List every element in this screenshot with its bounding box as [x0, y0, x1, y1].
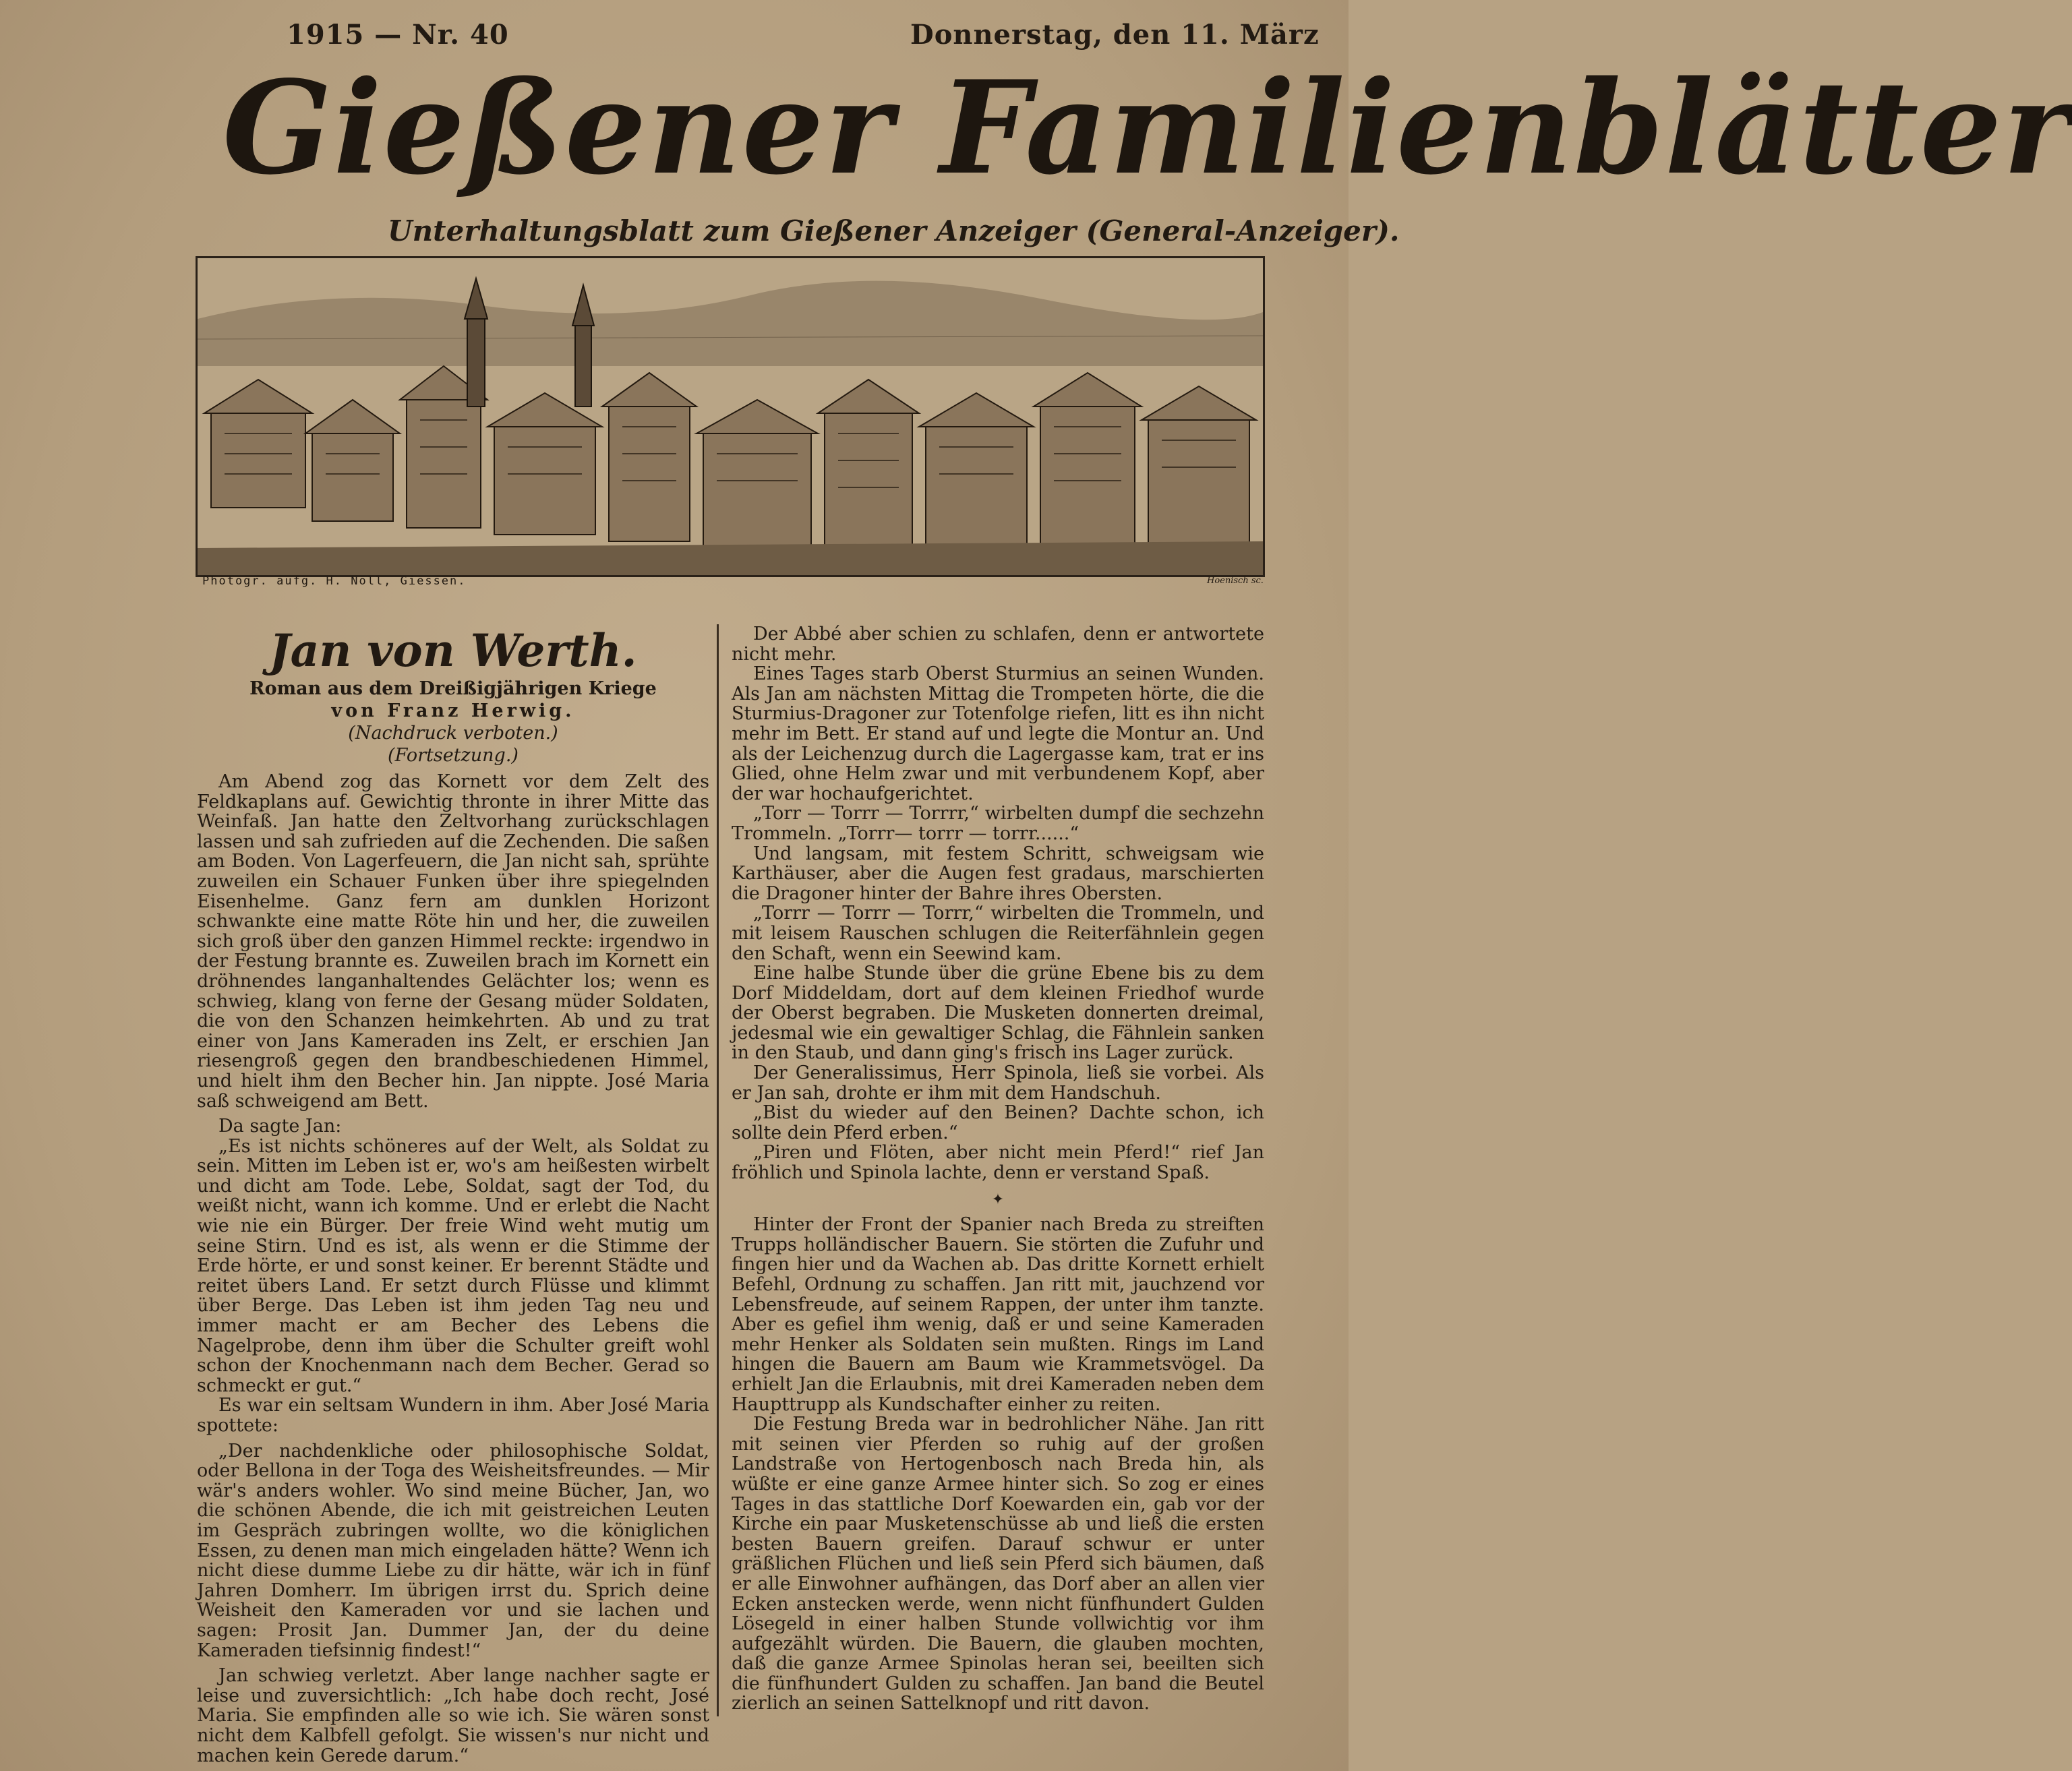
paragraph: Jan schwieg verletzt. Aber lange nachher sagte er leise und zuversichtlich: „Ich habe doch recht, José Maria. Sie empfinden alle so wie ich. Sie wären sonst nicht dem Kalbfell gefolgt. Sie wissen's nur nicht und machen kein Gerede darum.“: [197, 1665, 709, 1766]
paragraph: Hinter der Front der Spanier nach Breda zu streiften Trupps holländischer Bauern. Sie störten die Zufuhr und fingen hier und da Wachen ab. Das dritte Kornett erhielt Befehl, Ordnung zu schaffen. Jan ritt mit, jauchzend vor Lebensfreude, auf seinem Rappen, der unter ihm tanzte. Aber es gefiel ihm wenig, daß er und seine Kameraden mehr Henker als Soldaten sein mußten. Rings im Land hingen die Bauern am Baum wie Krammetsvögel. Da erhielt Jan die Erlaubnis, mit drei Kameraden neben dem Haupttrupp als Kundschafter einher zu reiten.: [732, 1214, 1264, 1415]
paragraph: Der Abbé aber schien zu schlafen, denn er antwortete nicht mehr.: [732, 624, 1264, 665]
paragraph: Die Festung Breda war in bedrohlicher Nähe. Jan ritt mit seinen vier Pferden so ruhig auf der großen Landstraße von Hertogenbosch nach Breda hin, als wüßte er eine ganze Armee hinter sich. So zog er eines Tages in das stattliche Dorf Koewarden ein, gab vor der Kirche ein paar Musketenschüsse ab und ließ die ersten besten Bauern greifen. Darauf schwur er unter gräßlichen Flüchen und ließ sein Pferd sich bäumen, daß er alle Einwohner aufhängen, das Dorf aber an allen vier Ecken anstecken werde, wenn nicht fünfhundert Gulden Lösegeld in einer halben Stunde vollwichtig vor ihm aufgezählt würden. Die Bauern, die glauben mochten, daß die ganze Armee Spinolas heran sei, beeilten sich die fünfhundert Gulden zu schaffen. Jan band die Beutel zierlich an seinen Sattelknopf und ritt davon.: [732, 1414, 1264, 1714]
story-subtitle: Roman aus dem Dreißigjährigen Kriege: [249, 678, 657, 699]
issue-date: Donnerstag, den 11. März: [910, 19, 1320, 51]
paragraph: Der Generalissimus, Herr Spinola, ließ sie vorbei. Als er Jan sah, drohte er ihm mit dem Handschuh.: [732, 1062, 1264, 1104]
paragraph: „Torrr — Torrr — Torrr,“ wirbelten die Trommeln, und mit leisem Rauschen schlugen die Reiterfähnlein gegen den Schaft, wenn ein Seewind kam.: [732, 903, 1264, 964]
paragraph: Eines Tages starb Oberst Sturmius an seinen Wunden. Als Jan am nächsten Mittag die Trompeten hörte, die die Sturmius-Dragoner zur Totenfolge riefen, litt es ihn nicht mehr im Bett. Er stand auf und legte die Montur an. Und als der Leichenzug durch die Lagergasse kam, trat er ins Glied, ohne Helm zwar und mit verbundenem Kopf, aber der war hochaufgerichtet.: [732, 663, 1264, 804]
paragraph: „Torr — Torrr — Torrrr,“ wirbelten dumpf die sechzehn Trommeln. „Torrr— torrr — torrr......“: [732, 803, 1264, 844]
city-panorama-illustration: [196, 256, 1265, 577]
story-title: Jan von Werth.: [269, 624, 637, 677]
paragraph: „Es ist nichts schöneres auf der Welt, als Soldat zu sein. Mitten im Leben ist er, wo's am heißesten wirbelt und dicht am Tode. Lebe, Soldat, sagt der Tod, du weißt nicht, wann ich komme. Und er erlebt die Nacht wie nie ein Bürger. Der freie Wind weht mutig um seine Stirn. Und es ist, als wenn er die Stimme der Erde hörte, er und sonst keiner. Er berennt Städte und reitet übers Land. Er setzt durch Flüsse und klimmt über Berge. Das Leben ist ihm jeden Tag neu und immer macht er am Becher des Lebens die Nagelprobe, denn ihm über die Schulter greift wohl schon der Knochenmann nach dem Becher. Gerad so schmeckt er gut.“: [197, 1135, 709, 1396]
section-divider-ornament: ✦: [991, 1191, 1005, 1208]
paragraph: Und langsam, mit festem Schritt, schweigsam wie Karthäuser, aber die Augen fest gradaus, marschierten die Dragoner hinter der Bahre ihres Obersten.: [732, 843, 1264, 904]
photo-credit: Photogr. aufg. H. Noll, Giessen.: [202, 574, 467, 588]
masthead-subtitle: Unterhaltungsblatt zum Gießener Anzeiger (General-Anzeiger).: [388, 214, 1400, 247]
paragraph: Am Abend zog das Kornett vor dem Zelt des Feldkaplans auf. Gewichtig thronte in ihrer Mitte das Weinfaß. Jan hatte den Zeltvorhang zurückschlagen lassen und sah zufrieden auf die Zechenden. Die saßen am Boden. Von Lagerfeuern, die Jan nicht sah, sprühte zuweilen ein Schauer Funken über ihre spiegelnden Eisenhelme. Ganz fern am dunklen Horizont schwankte eine matte Röte hin und her, die zuweilen sich groß über den ganzen Himmel reckte: irgendwo in der Festung brannte es. Zuweilen brach im Kornett ein dröhnendes langanhaltendes Gelächter los; wenn es schwieg, klang von ferne der Gesang müder Soldaten, die von den Schanzen heimkehrten. Ab und zu trat einer von Jans Kameraden ins Zelt, er erschien Jan riesengroß gegen den brandbeschiedenen Himmel, und hielt ihm den Becher hin. Jan nippte. José Maria saß schweigend am Bett.: [197, 771, 709, 1112]
paragraph: Es war ein seltsam Wundern in ihm. Aber José Maria spottete:: [197, 1395, 709, 1436]
paragraph: „Der nachdenkliche oder philosophische Soldat, oder Bellona in der Toga des Weisheitsfreundes. — Mir wär's anders wohler. Wo sind meine Bücher, Jan, wo die schönen Abende, die ich mit geistreichen Leuten im Gespräch zubringen wollte, wo die königlichen Essen, zu denen man mich eingeladen hätte? Wenn ich nicht diese dumme Liebe zu dir hätte, wär ich in fünf Jahren Domherr. Im übrigen irrst du. Sprich deine Weisheit den Kameraden vor und sie lachen und sagen: Prosit Jan. Dummer Jan, der du deine Kameraden tiefsinnig findest!“: [197, 1440, 709, 1661]
story-author: von Franz Herwig.: [331, 700, 575, 721]
masthead-title: Gießener Familienblätter: [223, 53, 2072, 203]
left-column: [197, 772, 709, 1766]
paragraph: „Bist du wieder auf den Beinen? Dachte schon, ich sollte dein Pferd erben.“: [732, 1102, 1264, 1143]
paragraph: „Piren und Flöten, aber nicht mein Pferd!“ rief Jan fröhlich und Spinola lachte, denn er verstand Spaß.: [732, 1142, 1264, 1184]
reprint-notice: (Nachdruck verboten.): [348, 723, 558, 744]
column-rule: [717, 624, 719, 1716]
continuation-notice: (Fortsetzung.): [388, 745, 519, 766]
paragraph: Eine halbe Stunde über die grüne Ebene bis zu dem Dorf Middeldam, dort auf dem kleinen Friedhof wurde der Oberst begraben. Die Musketen donnerten dreimal, jedesmal wie ein gewaltiger Schlag, die Fähnlein sanken in den Staub, und dann ging's frisch ins Lager zurück.: [732, 963, 1264, 1064]
engraver-signature: Hoenisch sc.: [1207, 576, 1264, 586]
paragraph: Da sagte Jan:: [218, 1116, 342, 1137]
right-column: [732, 624, 1264, 1714]
issue-number: 1915 — Nr. 40: [287, 19, 509, 51]
